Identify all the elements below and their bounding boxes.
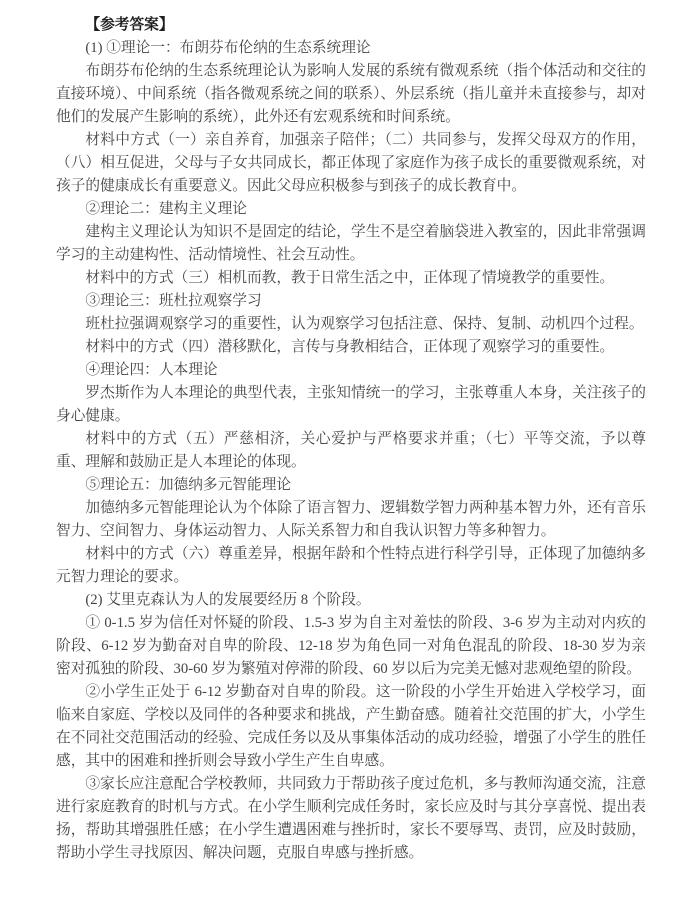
answer-heading-theory-4: ④理论四：人本理论 [85, 362, 218, 378]
paragraph: 加德纳多元智能理论认为个体除了语言智力、逻辑数学智力两种基本智力外，还有音乐智力、空间智力、身体运动智力、人际关系智力和自我认识智力等多种智力。 [56, 500, 646, 539]
paragraph: 建构主义理论认为知识不是固定的结论，学生不是空着脑袋进入教室的，因此非常强调学习的主动建构性、活动情境性、社会互动性。 [56, 224, 646, 263]
paragraph: 材料中的方式（六）尊重差异，根据年龄和个性特点进行科学引导，正体现了加德纳多元智力理论的要求。 [56, 546, 646, 585]
paragraph: 材料中的方式（五）严慈相济，关心爱护与严格要求并重；（七）平等交流，予以尊重、理解和鼓励正是人本理论的体现。 [56, 431, 646, 470]
answer-title: 【参考答案】 [85, 17, 174, 33]
paragraph: ① 0-1.5 岁为信任对怀疑的阶段、1.5-3 岁为自主对羞怯的阶段、3-6 岁为主动对内疚的阶段、6-12 岁为勤奋对自卑的阶段、12-18 岁为角色同一对角色混乱的阶段、18-30 岁为亲密对孤独的阶段、30-60 岁为繁殖对停滞的阶段、60 岁以后为完美无憾对悲观绝望的阶段。 [56, 615, 646, 677]
paragraph: ②小学生正处于 6-12 岁勤奋对自卑的阶段。这一阶段的小学生开始进入学校学习，面临来自家庭、学校以及同伴的各种要求和挑战，产生勤奋感。随着社交范围的扩大，小学生在不同社交范围活动的经验、完成任务以及从事集体活动的成功经验，增强了小学生的胜任感，其中的困难和挫折则会导致小学生产生自卑感。 [56, 684, 646, 769]
answer-heading-theory-3: ③理论三：班杜拉观察学习 [85, 293, 262, 309]
answer-heading-theory-5: ⑤理论五：加德纳多元智能理论 [85, 477, 292, 493]
paragraph: ③家长应注意配合学校教师，共同致力于帮助孩子度过危机，多与教师沟通交流，注意进行家庭教育的时机与方式。在小学生顺利完成任务时，家长应及时与其分享喜悦、提出表扬，帮助其增强胜任感；在小学生遭遇困难与挫折时，家长不要辱骂、责罚，应及时鼓励，帮助小学生寻找原因、解决问题，克服自卑感与挫折感。 [56, 776, 646, 861]
paragraph: 罗杰斯作为人本理论的典型代表，主张知情统一的学习，主张尊重人本身，关注孩子的身心健康。 [56, 385, 646, 424]
paragraph: 材料中方式（一）亲自养育，加强亲子陪伴；（二）共同参与，发挥父母双方的作用，（八）相互促进，父母与子女共同成长，都正体现了家庭作为孩子成长的重要微观系统，对孩子的健康成长有重要意义。因此父母应积极参与到孩子的成长教育中。 [56, 132, 646, 194]
answer-heading-theory-2: ②理论二：建构主义理论 [85, 201, 247, 217]
paragraph: 班杜拉强调观察学习的重要性，认为观察学习包括注意、保持、复制、动机四个过程。 [85, 316, 644, 332]
answer-heading-question-2: (2) 艾里克森认为人的发展要经历 8 个阶段。 [85, 592, 371, 608]
paragraph: 布朗芬布伦纳的生态系统理论认为影响人发展的系统有微观系统（指个体活动和交往的直接环境）、中间系统（指各微观系统之间的联系）、外层系统（指儿童并未直接参与，却对他们的发展产生影响的系统），此外还有宏观系统和时间系统。 [56, 63, 646, 125]
answer-heading-theory-1: (1) ①理论一：布朗芬布伦纳的生态系统理论 [85, 40, 371, 56]
answer-text-block [56, 14, 646, 865]
paragraph: 材料中的方式（三）相机而教，教于日常生活之中，正体现了情境教学的重要性。 [85, 270, 615, 286]
paragraph: 材料中的方式（四）潜移默化，言传与身教相结合，正体现了观察学习的重要性。 [85, 339, 615, 355]
